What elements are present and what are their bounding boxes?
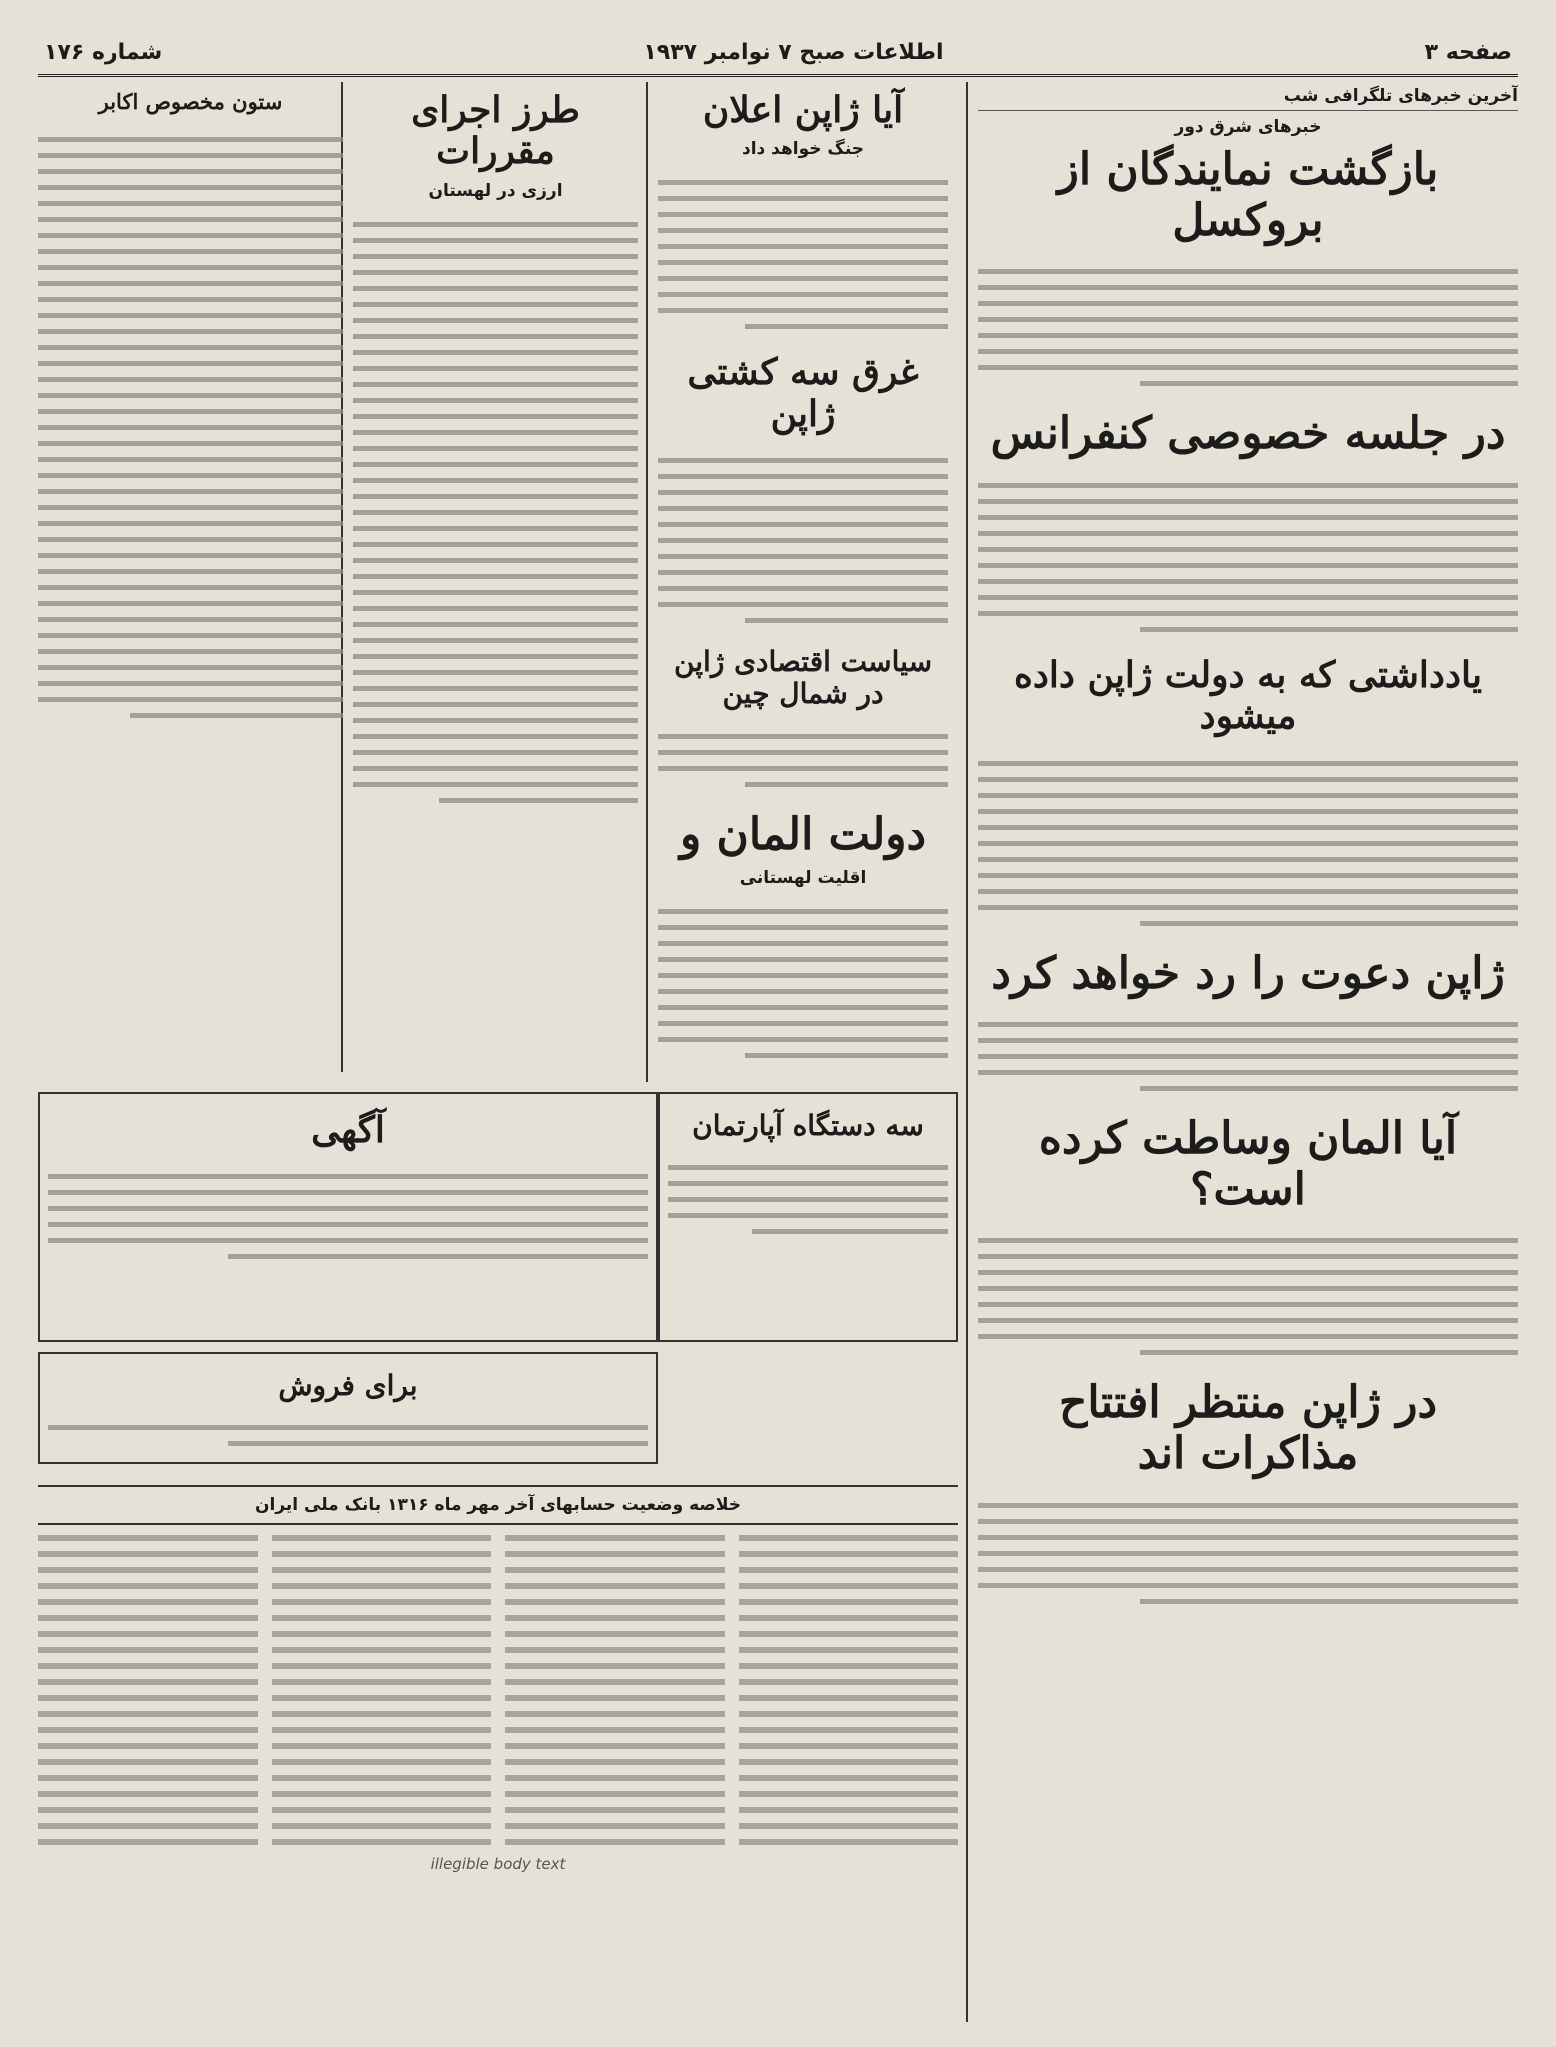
ad-text [48, 1159, 648, 1274]
section-title: خبرهای شرق دور [1174, 117, 1322, 137]
body-text [658, 165, 948, 344]
body-text [978, 468, 1518, 647]
body-text [978, 1007, 1518, 1106]
column-3 [341, 82, 648, 1072]
ad-strip [38, 1092, 958, 1342]
subheadline: اقلیت لهستانی [739, 868, 867, 889]
page-number: صفحه ۳ [1424, 39, 1512, 65]
ad-text [668, 1150, 948, 1249]
ad-box [38, 1092, 658, 1342]
column-1 [966, 82, 1518, 2022]
body-text [978, 254, 1518, 401]
headline-6: در ژاپن منتظر افتتاح مذاکرات اند [1058, 1377, 1438, 1479]
ad-text [48, 1410, 648, 1461]
headline-1: آیا ژاپن اعلان [702, 89, 904, 131]
headline-2: در جلسه خصوصی کنفرانس [990, 408, 1506, 460]
headline-3: سیاست اقتصادی ژاپن در شمال چین [673, 645, 933, 711]
masthead [38, 30, 1518, 77]
illegible-note: illegible body text [430, 1855, 566, 1873]
body-text [658, 719, 948, 802]
newspaper-page [38, 30, 1518, 2020]
body-text [38, 122, 343, 733]
apartment-ad [658, 1092, 958, 1342]
headline-2: غرق سه کشتی ژاپن [687, 351, 919, 435]
column-title: ستون مخصوص اکابر [98, 89, 283, 114]
sale-box [38, 1352, 658, 1464]
bank-statement [38, 1477, 958, 2017]
body-text [353, 207, 638, 818]
subheadline: جنگ خواهد داد [741, 139, 865, 160]
paper-name: اطلاعات صبح ۷ نوامبر ۱۹۳۷ [643, 39, 944, 65]
column-kicker: آخرین خبرهای تلگرافی شب [978, 82, 1518, 111]
statement-title: خلاصه وضعیت حسابهای آخر مهر ماه ۱۳۱۶ بانک ملی ایران [255, 1495, 741, 1515]
body-text [658, 894, 948, 1073]
headline-5: آیا المان وساطت کرده است؟ [1038, 1113, 1458, 1215]
body-text [978, 1223, 1518, 1370]
issue-number: شماره ۱۷۶ [44, 39, 163, 65]
column-4 [38, 82, 343, 1072]
body-text [658, 443, 948, 638]
apartment-title: سه دستگاه آپارتمان [692, 1109, 924, 1142]
ad-title: آگهی [311, 1109, 385, 1151]
subheadline: ارزی در لهستان [428, 180, 563, 201]
headline-1: طرز اجرای مقررات [411, 89, 580, 173]
columns [38, 82, 1518, 2020]
body-text [978, 746, 1518, 941]
body-text [978, 1488, 1518, 1619]
headline-4: ژاپن دعوت را رد خواهد کرد [991, 947, 1505, 999]
headline-4: دولت المان و [679, 808, 927, 860]
headline-1: بازگشت نمایندگان از بروکسل [1057, 144, 1439, 246]
headline-3: یادداشتی که به دولت ژاپن داده میشود [1014, 653, 1482, 738]
column-2 [646, 82, 958, 1082]
sale-title: برای فروش [278, 1369, 418, 1402]
sale-strip [38, 1352, 958, 1462]
